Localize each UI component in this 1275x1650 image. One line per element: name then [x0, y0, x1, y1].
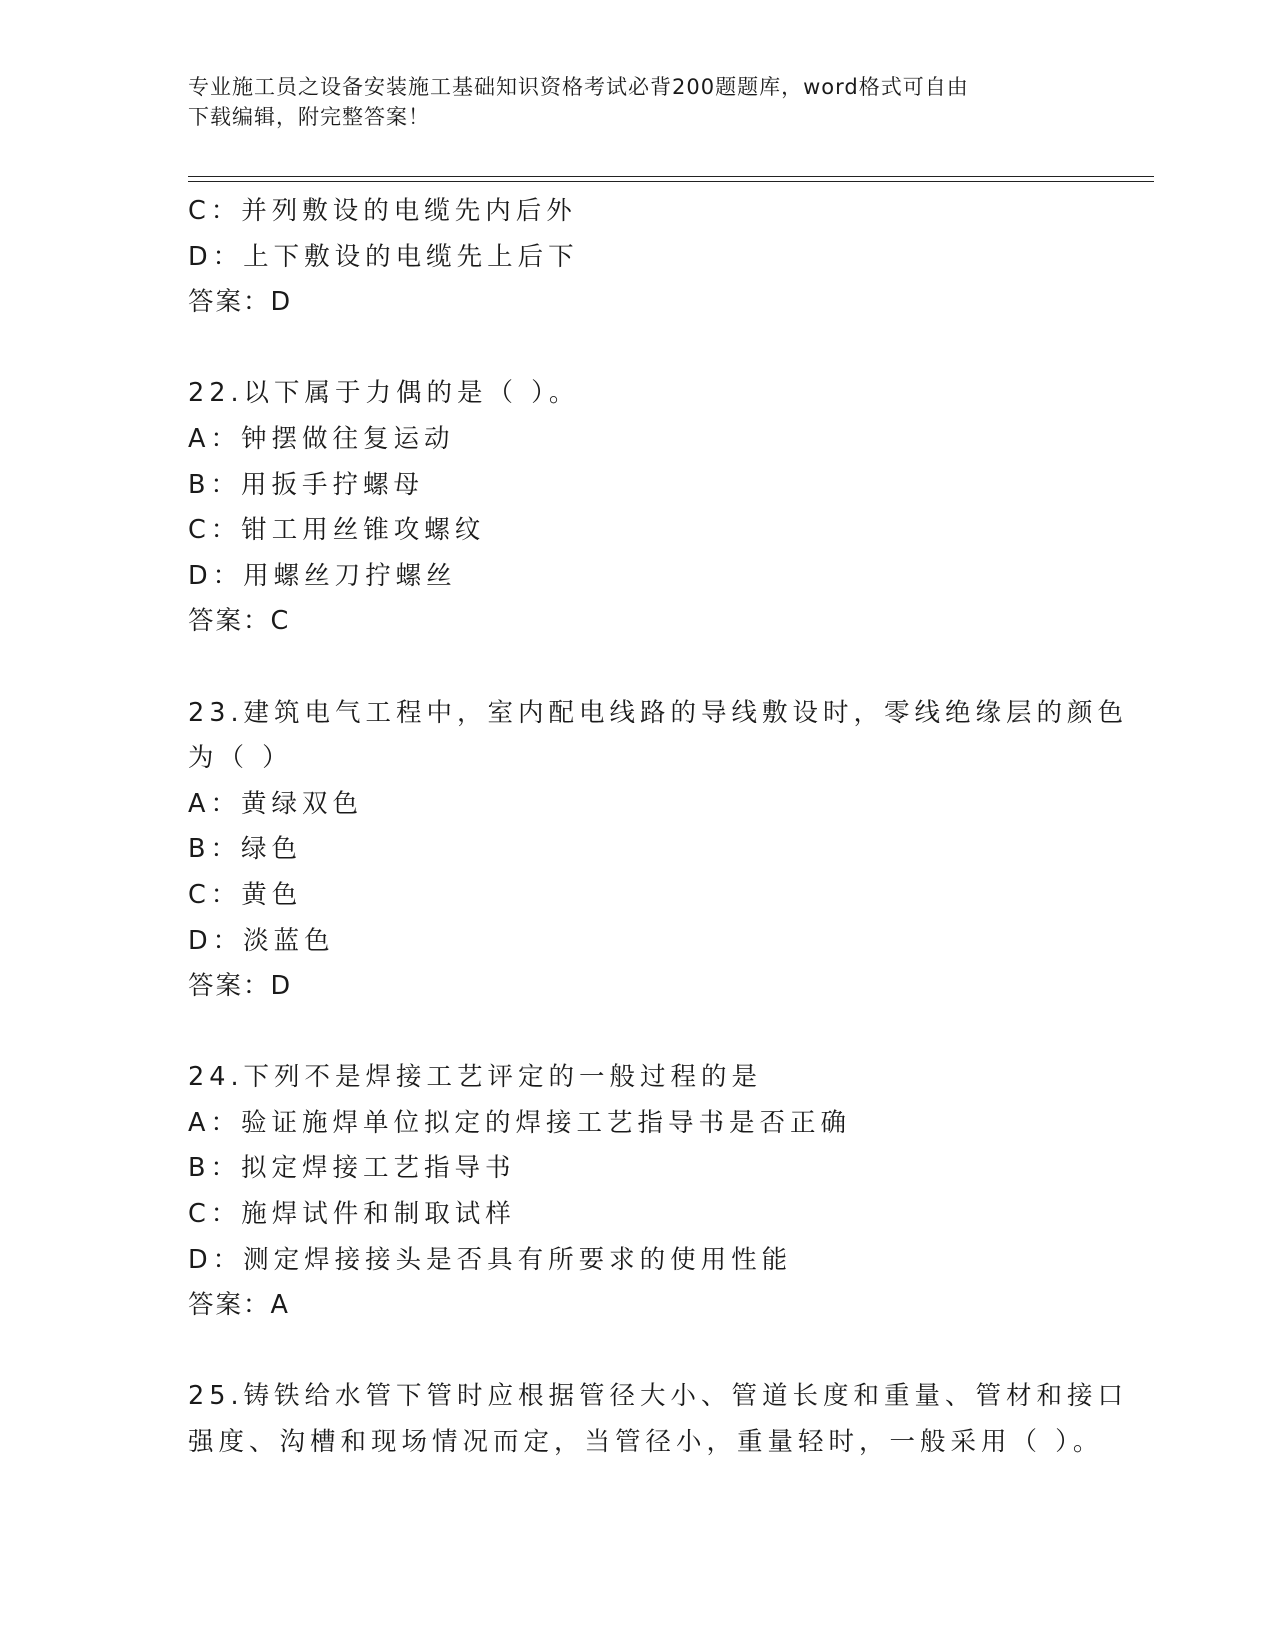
option-a: A：黄绿双色 [188, 788, 363, 819]
question-stem: 24.下列不是焊接工艺评定的一般过程的是 [188, 1062, 763, 1093]
option-b: B：绿色 [188, 834, 302, 865]
question-stem: 22.以下属于力偶的是（ ）。 [188, 378, 580, 409]
option-a: A：钟摆做往复运动 [188, 423, 455, 454]
question-list [188, 189, 1129, 1466]
spacer [188, 645, 1088, 691]
question-stem-line-2: 强度、沟槽和现场情况而定，当管径小，重量轻时，一般采用（ ）。 [188, 1427, 1104, 1458]
option-a: A：验证施焊单位拟定的焊接工艺指导书是否正确 [188, 1107, 851, 1138]
question-stem-line-1: 25.铸铁给水管下管时应根据管径大小、管道长度和重量、管材和接口 [188, 1381, 1129, 1412]
option-c: C：黄色 [188, 879, 303, 910]
answer-line: 答案：A [188, 1290, 290, 1321]
option-c: C：钳工用丝锥攻螺纹 [188, 515, 486, 546]
spacer [188, 1329, 1088, 1375]
answer-line: 答案：D [188, 971, 293, 1002]
option-c: C：并列敷设的电缆先内后外 [188, 196, 577, 226]
answer-line: 答案：C [188, 606, 291, 637]
answer-line: 答案：D [188, 287, 293, 318]
option-d: D：用螺丝刀拧螺丝 [188, 560, 457, 591]
option-c: C：施焊试件和制取试样 [188, 1199, 516, 1230]
question-stem-line-1: 23.建筑电气工程中，室内配电线路的导线敷设时，零线绝缘层的颜色 [188, 697, 1129, 728]
header-rule-thin [188, 181, 1154, 182]
option-b: B：用扳手拧螺母 [188, 469, 424, 500]
option-b: B：拟定焊接工艺指导书 [188, 1153, 516, 1184]
spacer [188, 326, 1088, 372]
header-line-1: 专业施工员之设备安装施工基础知识资格考试必背200题题库，word格式可自由 [188, 75, 969, 99]
option-d: D：上下敷设的电缆先上后下 [188, 241, 579, 272]
header-line-2: 下载编辑，附完整答案！ [188, 105, 430, 129]
header-rule-thick [188, 176, 1154, 177]
question-stem-line-2: 为（ ） [188, 743, 293, 774]
document-header [188, 72, 1088, 132]
option-d: D：测定焊接接头是否具有所要求的使用性能 [188, 1244, 793, 1275]
option-d: D：淡蓝色 [188, 925, 335, 956]
spacer [188, 1010, 1088, 1056]
